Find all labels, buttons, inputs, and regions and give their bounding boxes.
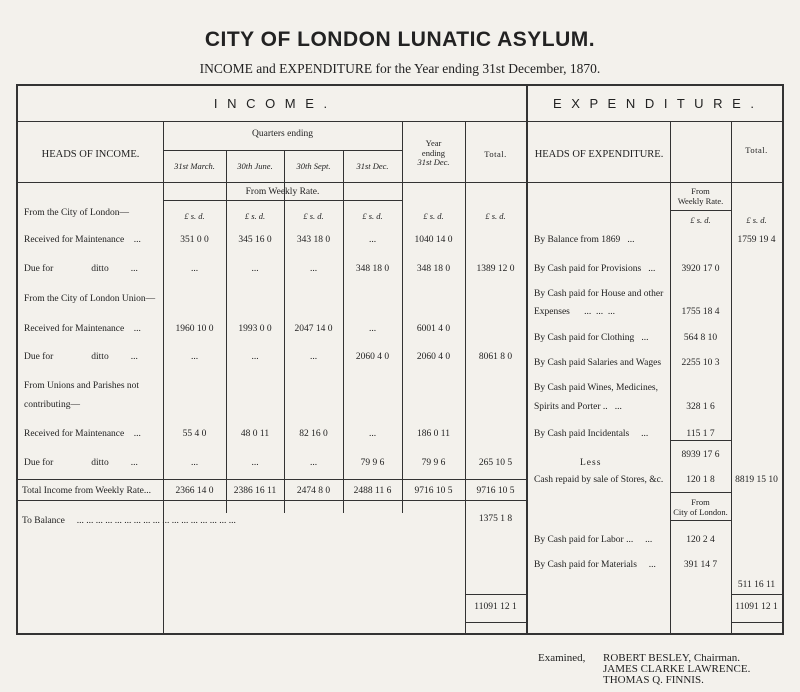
stores-label: Cash repaid by sale of Stores, &c. (534, 475, 664, 485)
due-for-ditto-label (24, 458, 138, 469)
dot-leader: ... (648, 560, 656, 570)
expenditure-section-title: E X P E N D I T U R E . (552, 96, 758, 111)
city-due-march: ... (190, 264, 199, 274)
dot-leader: ... (130, 352, 138, 362)
union-due-dec: 2060 4 0 (355, 352, 390, 362)
received-maintenance-label (24, 324, 141, 335)
label-text: By Cash paid for Labor ... (534, 535, 634, 545)
income-grand-total: 11091 12 1 (474, 602, 517, 612)
currency-unit: £ s. d. (690, 215, 711, 225)
clothing-label (534, 333, 649, 344)
household-label-cont (534, 307, 615, 318)
weekly-subtotal: 8939 17 6 (681, 450, 720, 460)
due-for-ditto-label (24, 352, 138, 363)
expenditure-grand-total: 11091 12 1 (735, 602, 778, 612)
year-header-line: ending (421, 147, 446, 158)
signature-besley: ROBERT BESLEY, Chairman. (603, 652, 741, 664)
provisions-amount: 3920 17 0 (681, 264, 720, 274)
dot-leader: ... (607, 307, 616, 317)
incidentals-amount: 115 1 7 (686, 429, 715, 439)
parishes-due-sept: ... (309, 458, 318, 468)
label-text: By Cash paid for Clothing (534, 333, 635, 343)
dot-leader: ... (133, 324, 141, 334)
currency-unit: £ s. d. (423, 211, 444, 221)
weekly-total: 8819 15 10 (735, 475, 778, 485)
label-text: By Cash paid for Provisions (534, 264, 642, 274)
total-weekly-june: 2386 16 11 (233, 486, 277, 496)
balance-1869-total: 1759 19 4 (737, 235, 776, 245)
total-weekly-year: 9716 10 5 (414, 486, 453, 496)
total-weekly-march: 2366 14 0 (175, 486, 214, 496)
dot-leader: ... (627, 235, 635, 245)
received-maintenance-label (24, 235, 141, 246)
quarter-header-sept: 30th Sept. (296, 161, 331, 171)
union-due-june: ... (251, 352, 259, 362)
signature-lawrence: JAMES CLARKE LAWRENCE. (603, 663, 751, 675)
header-line: From (691, 186, 710, 196)
parishes-due-year: 79 9 6 (421, 458, 446, 468)
materials-amount: 391 14 7 (683, 560, 718, 570)
union-received-dec: ... (368, 324, 377, 334)
wines-label-cont (534, 402, 622, 413)
city-due-dec: 348 18 0 (355, 264, 390, 274)
currency-unit: £ s. d. (244, 211, 266, 221)
document-title: CITY OF LONDON LUNATIC ASYLUM. (204, 28, 596, 51)
parishes-heading-cont: contributing— (24, 400, 80, 410)
quarter-header-march: 31st March. (174, 161, 215, 171)
dot-leader: ... (645, 535, 653, 545)
label-text: ditto (91, 352, 109, 362)
currency-unit: £ s. d. (362, 211, 383, 221)
balance-total: 1375 1 8 (478, 514, 513, 524)
dot-leader: ... (130, 264, 138, 274)
currency-unit: £ s. d. (184, 211, 205, 221)
label-text: Received for Maintenance (24, 429, 125, 439)
year-ending-header (402, 139, 465, 168)
clothing-amount: 564 8 10 (683, 333, 718, 343)
city-received-june: 345 16 0 (238, 235, 272, 245)
quarter-header-dec: 31st Dec. (356, 161, 389, 171)
label-text: Due for (24, 264, 54, 274)
label-text: By Balance from 1869 (534, 235, 621, 245)
city-received-march: 351 0 0 (180, 235, 209, 245)
household-label: By Cash paid for House and other (534, 289, 664, 299)
label-text: To Balance (22, 516, 65, 526)
header-line: Weekly Rate. (677, 196, 724, 206)
year-header-line: 31st Dec. (417, 157, 450, 167)
stores-amount: 120 1 8 (686, 475, 715, 485)
dot-leader: ... (641, 333, 649, 343)
union-received-sept: 2047 14 0 (294, 324, 333, 334)
label-text: Received for Maintenance (24, 324, 125, 334)
label-text: Due for (24, 458, 54, 468)
received-maintenance-label (24, 429, 141, 440)
less-label: Less (580, 458, 602, 468)
to-balance-label (22, 516, 236, 527)
total-weekly-dec: 2488 11 6 (353, 486, 392, 496)
city-due-sept: ... (309, 264, 318, 274)
household-amount: 1755 18 4 (681, 307, 720, 317)
city-due-year: 348 18 0 (416, 264, 451, 274)
parishes-due-dec: 79 9 6 (360, 458, 385, 468)
city-received-dec: ... (368, 235, 377, 245)
dot-leader: ... (614, 402, 622, 412)
labor-amount: 120 2 4 (686, 535, 715, 545)
label-text: Expenses (534, 307, 570, 317)
year-header-line: Year (425, 138, 442, 148)
union-due-sept: ... (309, 352, 318, 362)
label-text: Spirits and Porter .. (534, 402, 608, 412)
wines-amount: 328 1 6 (686, 402, 715, 412)
parishes-due-june: ... (251, 458, 259, 468)
city-of-london-heading: From the City of London— (24, 208, 130, 218)
income-section-title: I N C O M E . (213, 96, 331, 111)
parishes-received-june: 48 0 11 (240, 429, 270, 439)
city-received-year: 1040 14 0 (414, 235, 453, 245)
union-received-march: 1960 10 0 (175, 324, 214, 334)
city-due-june: ... (251, 264, 259, 274)
dot-leader: ... (130, 458, 138, 468)
examined-label: Examined, (538, 652, 586, 664)
quarter-header-june: 30th June. (237, 161, 273, 171)
union-received-year: 6001 4 0 (416, 324, 451, 334)
label-text: Due for (24, 352, 54, 362)
parishes-received-sept: 82 16 0 (299, 429, 328, 439)
income-total-header: Total. (484, 149, 507, 159)
union-due-year: 2060 4 0 (416, 352, 451, 362)
city-total: 511 16 11 (737, 580, 776, 590)
dot-leader: ... (641, 429, 649, 439)
city-received-sept: 343 18 0 (296, 235, 331, 245)
currency-unit: £ s. d. (303, 211, 324, 221)
union-due-march: ... (190, 352, 199, 362)
materials-label (534, 560, 656, 571)
due-for-ditto-label (24, 264, 138, 275)
label-text: ditto (91, 264, 109, 274)
incidentals-label (534, 429, 648, 440)
provisions-label (534, 264, 655, 275)
from-weekly-rate-header: From Weekly Rate. (245, 187, 320, 197)
labor-label (534, 535, 652, 546)
from-city-header (670, 497, 731, 517)
wines-label: By Cash paid Wines, Medicines, (534, 383, 658, 393)
parishes-heading: From Unions and Parishes not (24, 381, 140, 391)
salaries-label: By Cash paid Salaries and Wages (534, 358, 662, 368)
union-received-june: 1993 0 0 (238, 324, 272, 334)
quarters-ending-header: Quarters ending (252, 129, 313, 139)
label-text: By Cash paid for Materials (534, 560, 637, 570)
total-weekly-total: 9716 10 5 (476, 486, 515, 496)
currency-unit: £ s. d. (485, 211, 506, 221)
from-weekly-rate-header (670, 186, 731, 206)
label-text: ditto (91, 458, 109, 468)
signature-finnis: THOMAS Q. FINNIS. (603, 674, 704, 686)
currency-unit: £ s. d. (746, 215, 767, 225)
dot-leader: ... (133, 235, 141, 245)
parishes-due-march: ... (190, 458, 199, 468)
header-line: City of London. (673, 507, 728, 517)
salaries-amount: 2255 10 3 (681, 358, 720, 368)
dot-leader: ... (133, 429, 141, 439)
city-union-heading: From the City of London Union— (24, 294, 156, 304)
heads-of-income-header: HEADS OF INCOME. (41, 149, 140, 160)
dot-leader: ... (596, 307, 604, 317)
label-text: By Cash paid Incidentals (534, 429, 630, 439)
dot-leader: ... (648, 264, 656, 274)
label-text: Received for Maintenance (24, 235, 125, 245)
heads-of-expenditure-header: HEADS OF EXPENDITURE. (534, 149, 664, 160)
union-total: 8061 8 0 (478, 352, 513, 362)
parishes-received-march: 55 4 0 (182, 429, 207, 439)
document-subtitle: INCOME and EXPENDITURE for the Year ending 31st December, 1870. (199, 61, 601, 76)
dot-leader: ... ... ... ... ... ... ... ... ... ... ... ... ... ... ... ... ... (76, 516, 236, 526)
header-line: From (691, 497, 710, 507)
parishes-received-year: 186 0 11 (417, 429, 450, 439)
balance-1869-label (534, 235, 635, 246)
parishes-total: 265 10 5 (478, 458, 513, 468)
dot-leader: ... (584, 307, 592, 317)
parishes-received-dec: ... (368, 429, 377, 439)
total-weekly-sept: 2474 8 0 (296, 486, 331, 496)
city-total: 1389 12 0 (476, 264, 515, 274)
expenditure-total-header: Total. (745, 145, 768, 155)
total-weekly-label: Total Income from Weekly Rate... (22, 486, 151, 496)
